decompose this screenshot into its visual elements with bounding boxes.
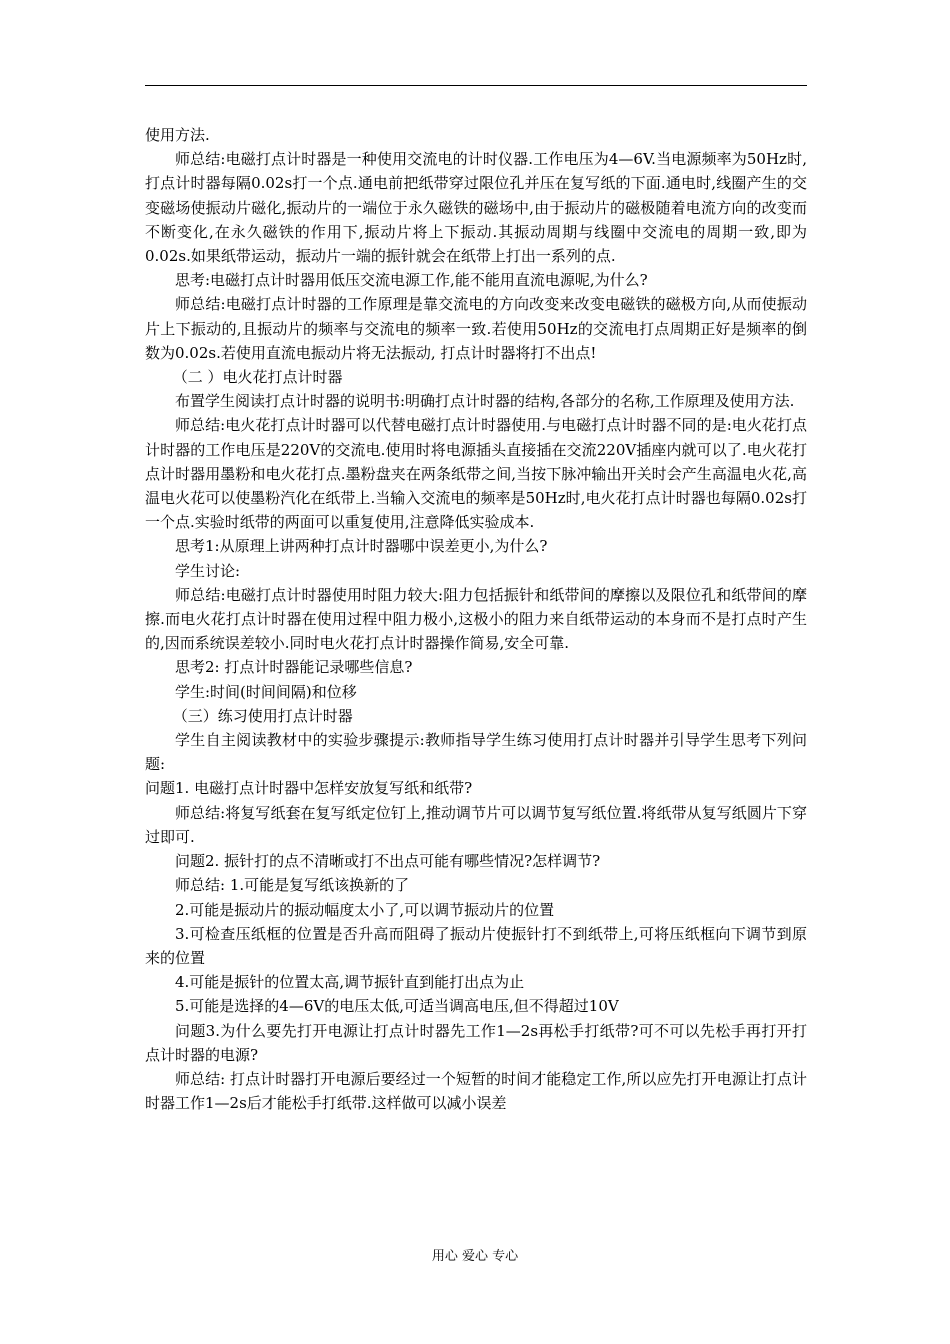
paragraph: 思考2: 打点计时器能记录哪些信息? bbox=[175, 658, 413, 677]
paragraph: 4.可能是振针的位置太高,调节振针直到能打出点为止 bbox=[175, 973, 525, 992]
page-footer: 用心 爱心 专心 bbox=[431, 1249, 519, 1264]
document-body bbox=[145, 123, 807, 1115]
paragraph: 师总结:电磁打点计时器的工作原理是靠交流电的方向改变来改变电磁铁的磁极方向,从而使振动片上下振动的,且振动片的频率与交流电的频率一致.若使用50Hz的交流电打点周期正好是频率的倒数为0.02s.若使用直流电振动片将无法振动, 打点计时器将打不出点! bbox=[145, 295, 807, 362]
paragraph: 师总结:电磁打点计时器使用时阻力较大:阻力包括振针和纸带间的摩擦以及限位孔和纸带间的摩擦.而电火花打点计时器在使用过程中阻力极小,这极小的阻力来自纸带运动的本身而不是打点时产生的,因而系统误差较小.同时电火花打点计时器操作简易,安全可靠. bbox=[145, 585, 807, 653]
paragraph: （三）练习使用打点计时器 bbox=[172, 706, 353, 725]
paragraph: 师总结:电磁打点计时器是一种使用交流电的计时仪器.工作电压为4—6V.当电源频率为50Hz时, 打点计时器每隔0.02s打一个点.通电前把纸带穿过限位孔并压在复写纸的下面.通电时,线圈产生的交变磁场使振动片磁化,振动片的一端位于永久磁铁的磁场中,由于振动片的磁极随着电流方向的改变而不断变化,在永久磁铁的作用下,振动片将上下振动.其振动周期与线圈中交流电的周期一致,即为0.02s.如果纸带运动，振动片一端的振针就会在纸带上打出一系列的点. bbox=[145, 150, 807, 266]
paragraph: 思考1:从原理上讲两种打点计时器哪中误差更小,为什么? bbox=[175, 537, 548, 556]
paragraph: 师总结:电火花打点计时器可以代替电磁打点计时器使用.与电磁打点计时器不同的是:电火花打点计时器的工作电压是220V的交流电.使用时将电源插头直接插在交流220V插座内就可以了.电火花打点计时器用墨粉和电火花打点.墨粉盘夹在两条纸带之间,当按下脉冲输出开关时会产生高温电火花,高温电火花可以使墨粉汽化在纸带上.当输入交流电的频率是50Hz时,电火花打点计时器也每隔0.02s打一个点.实验时纸带的两面可以重复使用,注意降低实验成本. bbox=[145, 416, 807, 532]
paragraph: 布置学生阅读打点计时器的说明书:明确打点计时器的结构,各部分的名称,工作原理及使用方法. bbox=[175, 392, 795, 411]
paragraph: 问题3.为什么要先打开电源让打点计时器先工作1—2s再松手打纸带?可不可以先松手再打开打点计时器的电源? bbox=[145, 1021, 807, 1064]
paragraph: 学生讨论: bbox=[175, 561, 241, 580]
paragraph: 思考:电磁打点计时器用低压交流电源工作,能不能用直流电源呢,为什么? bbox=[175, 271, 648, 290]
header-rule bbox=[145, 85, 807, 86]
paragraph: 问题1. 电磁打点计时器中怎样安放复写纸和纸带? bbox=[145, 779, 473, 798]
paragraph: 师总结: 打点计时器打开电源后要经过一个短暂的时间才能稳定工作,所以应先打开电源让打点计时器工作1—2s后才能松手打纸带.这样做可以减小误差 bbox=[145, 1069, 807, 1113]
paragraph: 2.可能是振动片的振动幅度太小了,可以调节振动片的位置 bbox=[175, 900, 555, 919]
paragraph: 学生自主阅读教材中的实验步骤提示:教师指导学生练习使用打点计时器并引导学生思考下列问题: bbox=[145, 731, 807, 774]
paragraph: 使用方法. bbox=[145, 126, 210, 144]
paragraph: 学生:时间(时间间隔)和位移 bbox=[175, 682, 357, 701]
paragraph: 师总结:将复写纸套在复写纸定位钉上,推动调节片可以调节复写纸位置.将纸带从复写纸圆片下穿过即可. bbox=[145, 803, 807, 846]
paragraph: 3.可检查压纸框的位置是否升高而阻碍了振动片使振针打不到纸带上,可将压纸框向下调节到原来的位置 bbox=[145, 924, 807, 967]
paragraph: 问题2. 振针打的点不清晰或打不出点可能有哪些情况?怎样调节? bbox=[175, 852, 601, 871]
paragraph: 师总结: 1.可能是复写纸该换新的了 bbox=[175, 876, 410, 895]
paragraph: （二 ）电火花打点计时器 bbox=[172, 368, 343, 387]
paragraph: 5.可能是选择的4—6V的电压太低,可适当调高电压,但不得超过10V bbox=[175, 997, 619, 1016]
